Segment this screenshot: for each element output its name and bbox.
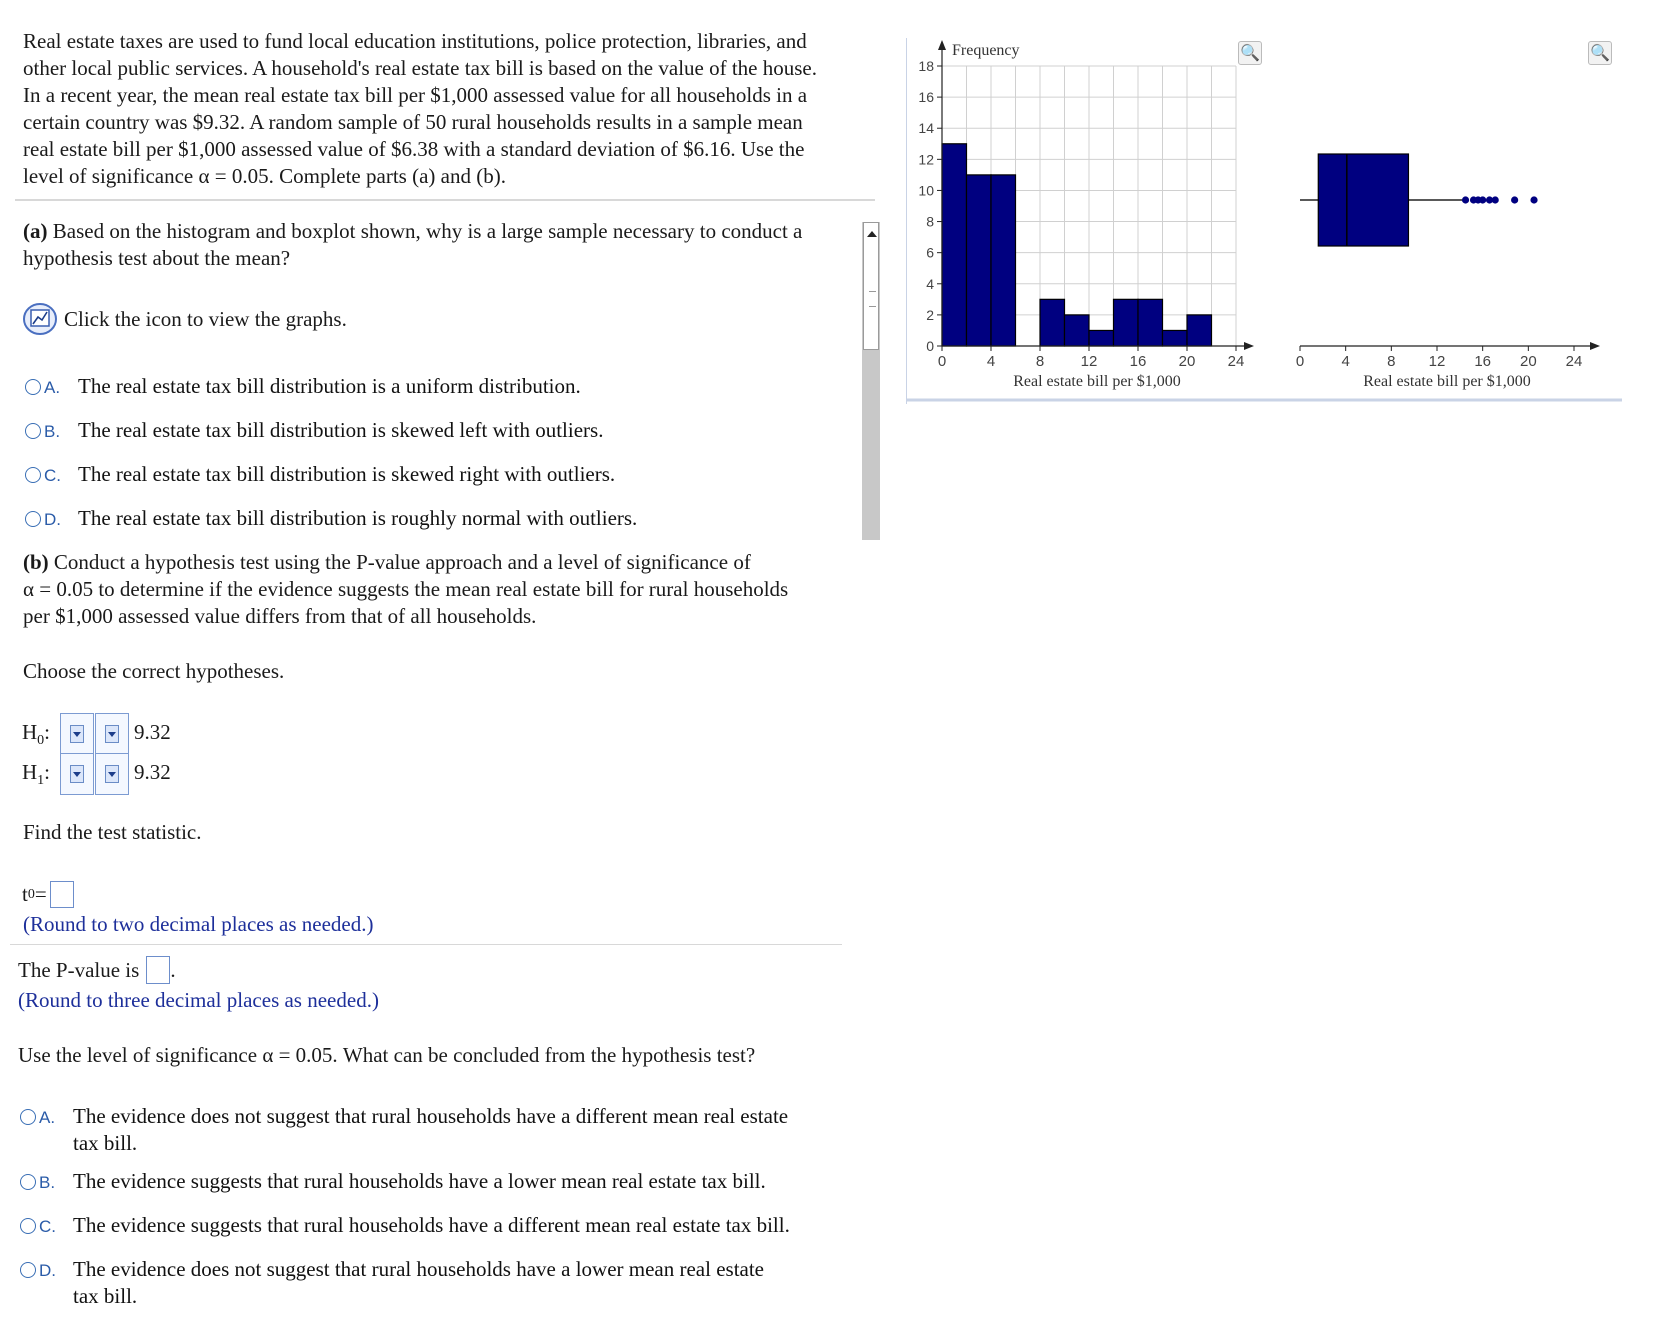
- question-scrollbar[interactable]: [862, 222, 880, 540]
- radio-button[interactable]: [20, 1109, 36, 1125]
- h1-value: 9.32: [134, 760, 171, 784]
- boxplot-x-tick-label: 4: [1341, 353, 1350, 370]
- part-a-line: hypothesis test about the mean?: [23, 246, 291, 270]
- chevron-down-icon[interactable]: [70, 765, 84, 783]
- boxplot-x-tick-label: 8: [1387, 353, 1396, 370]
- t0-letter: t: [22, 882, 28, 906]
- boxplot-x-tick-label: 0: [1295, 353, 1305, 370]
- scrollbar-thumb[interactable]: [863, 222, 879, 350]
- histogram-bar: [1138, 299, 1163, 346]
- part-a-line: Based on the histogram and boxplot shown, why is a large sample necessary to conduct a: [47, 219, 803, 243]
- problem-intro: [23, 28, 883, 190]
- y-axis-title: Frequency: [952, 42, 1020, 59]
- boxplot-outlier: [1492, 196, 1499, 203]
- option-letter: D.: [39, 1261, 56, 1280]
- radio-button[interactable]: [20, 1174, 36, 1190]
- option-text-cont: tax bill.: [73, 1284, 138, 1308]
- option-text: The evidence suggests that rural households have a lower mean real estate tax bill.: [73, 1169, 766, 1193]
- y-tick-label: 2: [926, 306, 934, 323]
- h0-value: 9.32: [134, 720, 171, 744]
- histogram-bar: [1114, 299, 1139, 346]
- y-tick-label: 18: [918, 58, 934, 74]
- option-letter: A.: [39, 1108, 56, 1127]
- h1-subscript: 1: [37, 773, 45, 789]
- intro-line: Real estate taxes are used to fund local education institutions, police protection, libraries, and: [23, 29, 807, 53]
- view-graphs-text[interactable]: Click the icon to view the graphs.: [64, 306, 347, 331]
- pvalue-prefix: The P-value is: [18, 957, 140, 982]
- intro-line: other local public services. A household's real estate tax bill is based on the value of the house.: [23, 56, 817, 80]
- part-b-option-a[interactable]: [20, 1103, 788, 1157]
- histogram-bar: [1187, 315, 1212, 346]
- boxplot-outlier: [1479, 196, 1486, 203]
- y-tick-label: 10: [918, 182, 934, 199]
- option-text: The evidence suggests that rural households have a different mean real estate tax bill.: [73, 1213, 790, 1237]
- x-axis-arrow: [1244, 342, 1254, 350]
- boxplot-x-tick-label: 12: [1428, 353, 1446, 370]
- option-letter: B.: [39, 1173, 56, 1192]
- y-tick-label: 16: [918, 89, 934, 106]
- boxplot-box: [1318, 154, 1408, 246]
- t0-input[interactable]: [50, 881, 74, 908]
- y-tick-label: 6: [926, 244, 934, 261]
- pvalue-row: [18, 956, 176, 984]
- option-text-cont: tax bill.: [73, 1131, 138, 1155]
- option-text: The real estate tax bill distribution is skewed right with outliers.: [78, 462, 616, 486]
- y-tick-label: 0: [926, 338, 934, 354]
- pvalue-input[interactable]: [146, 956, 170, 984]
- y-axis-arrow: [938, 40, 946, 50]
- t0-row: [22, 881, 74, 908]
- radio-button[interactable]: [25, 379, 41, 395]
- h1-letter: H: [22, 760, 38, 784]
- y-tick-label: 8: [926, 213, 934, 230]
- h0-label: $H_0$:: [22, 720, 51, 749]
- histogram-bar: [1089, 330, 1114, 346]
- radio-button[interactable]: [25, 467, 41, 483]
- part-b-line: per $1,000 assessed value differs from that of all households.: [23, 604, 537, 628]
- part-a-option-a[interactable]: [25, 373, 581, 401]
- round-three-hint: (Round to three decimal places as needed.): [18, 988, 379, 1012]
- part-b-label: (b): [23, 550, 49, 574]
- part-a-option-b[interactable]: [25, 417, 603, 445]
- h1-label: $H_1$:: [22, 760, 51, 789]
- x-tick-label: 16: [1129, 353, 1147, 370]
- histogram-bar: [967, 175, 992, 346]
- option-letter: C.: [39, 1217, 56, 1236]
- t0-subscript: 0: [27, 887, 35, 902]
- conclusion-question: Use the level of significance α = 0.05. What can be concluded from the hypothesis test?: [18, 1043, 756, 1067]
- choose-hypotheses: Choose the correct hypotheses.: [23, 659, 285, 683]
- part-a-option-c[interactable]: [25, 461, 615, 489]
- h0-relation-dropdown[interactable]: [95, 713, 129, 755]
- part-a-question: [23, 218, 853, 272]
- part-b-line: α = 0.05 to determine if the evidence suggests the mean real estate bill for rural households: [23, 577, 789, 601]
- histogram-bar: [1163, 330, 1188, 346]
- intro-line: In a recent year, the mean real estate tax bill per $1,000 assessed value for all households in a: [23, 83, 808, 107]
- divider: [10, 944, 842, 945]
- boxplot-outlier: [1511, 196, 1518, 203]
- intro-line: real estate bill per $1,000 assessed value of $6.38 with a standard deviation of $6.16. Use the: [23, 137, 805, 161]
- radio-button[interactable]: [20, 1218, 36, 1234]
- option-text: The evidence does not suggest that rural households have a lower mean real estate: [73, 1257, 765, 1281]
- charts-svg: [906, 38, 1622, 404]
- intro-line: level of significance α = 0.05. Complete parts (a) and (b).: [23, 164, 506, 188]
- x-tick-label: 20: [1178, 353, 1196, 370]
- x-tick-label: 4: [986, 353, 996, 370]
- option-text: The real estate tax bill distribution is a uniform distribution.: [78, 374, 581, 398]
- h1-relation-dropdown[interactable]: [95, 753, 129, 795]
- divider: [15, 199, 875, 201]
- h1-parameter-dropdown[interactable]: [60, 753, 94, 795]
- pvalue-suffix: .: [170, 957, 176, 982]
- magnify-icon[interactable]: 🔍: [1588, 41, 1612, 65]
- boxplot-x-tick-label: 24: [1565, 353, 1583, 370]
- h0-letter: H: [22, 720, 38, 744]
- t0-equals: =: [34, 882, 47, 906]
- chevron-down-icon[interactable]: [105, 765, 119, 783]
- x-tick-label: 0: [937, 353, 947, 370]
- chevron-down-icon[interactable]: [105, 725, 119, 743]
- x-tick-label: 12: [1080, 353, 1098, 370]
- magnify-icon[interactable]: 🔍: [1238, 41, 1262, 65]
- boxplot-x-axis-arrow: [1590, 342, 1600, 350]
- h0-subscript: 0: [37, 733, 45, 749]
- graph-icon[interactable]: [22, 302, 58, 336]
- option-text: The evidence does not suggest that rural households have a different mean real estate: [73, 1104, 789, 1128]
- part-a-option-d[interactable]: [25, 505, 637, 533]
- histogram-bar: [991, 175, 1016, 346]
- radio-button[interactable]: [25, 511, 41, 527]
- part-b-question: [23, 549, 863, 630]
- option-text: The real estate tax bill distribution is skewed left with outliers.: [78, 418, 604, 442]
- boxplot-x-tick-label: 16: [1474, 353, 1492, 370]
- histogram-bar: [1040, 299, 1065, 346]
- boxplot-x-tick-label: 20: [1519, 353, 1537, 370]
- x-tick-label: 8: [1035, 353, 1045, 370]
- option-letter: B.: [44, 422, 61, 441]
- radio-button[interactable]: [25, 423, 41, 439]
- radio-button[interactable]: [20, 1262, 36, 1278]
- boxplot-outlier: [1530, 196, 1537, 203]
- part-b-line: Conduct a hypothesis test using the P-value approach and a level of significance of: [48, 550, 751, 574]
- find-test-statistic: Find the test statistic.: [23, 820, 202, 844]
- histogram-bar: [942, 144, 967, 346]
- part-a-label: (a): [23, 219, 48, 243]
- x-axis-title: Real estate bill per $1,000: [1013, 373, 1181, 390]
- option-letter: C.: [44, 466, 61, 485]
- x-tick-label: 24: [1227, 353, 1245, 370]
- scroll-up-icon[interactable]: [867, 231, 877, 237]
- part-b-option-b[interactable]: [20, 1168, 766, 1196]
- h0-parameter-dropdown[interactable]: [60, 713, 94, 755]
- scroll-grip-icon: [869, 291, 876, 307]
- boxplot-x-axis-title: Real estate bill per $1,000: [1363, 373, 1531, 390]
- part-b-option-c[interactable]: [20, 1212, 790, 1240]
- y-tick-label: 14: [918, 120, 934, 137]
- option-letter: D.: [44, 510, 61, 529]
- option-letter: A.: [44, 378, 61, 397]
- option-text: The real estate tax bill distribution is roughly normal with outliers.: [78, 506, 638, 530]
- view-graphs-link[interactable]: [22, 302, 347, 336]
- round-two-hint: (Round to two decimal places as needed.): [23, 912, 374, 936]
- y-tick-label: 4: [926, 275, 934, 292]
- chevron-down-icon[interactable]: [70, 725, 84, 743]
- boxplot-outlier: [1462, 196, 1469, 203]
- intro-line: certain country was $9.32. A random sample of 50 rural households results in a sample mean: [23, 110, 803, 134]
- histogram-bar: [1065, 315, 1090, 346]
- graphs-panel: [906, 38, 1622, 404]
- part-b-option-d[interactable]: [20, 1256, 764, 1310]
- y-tick-label: 12: [918, 151, 934, 168]
